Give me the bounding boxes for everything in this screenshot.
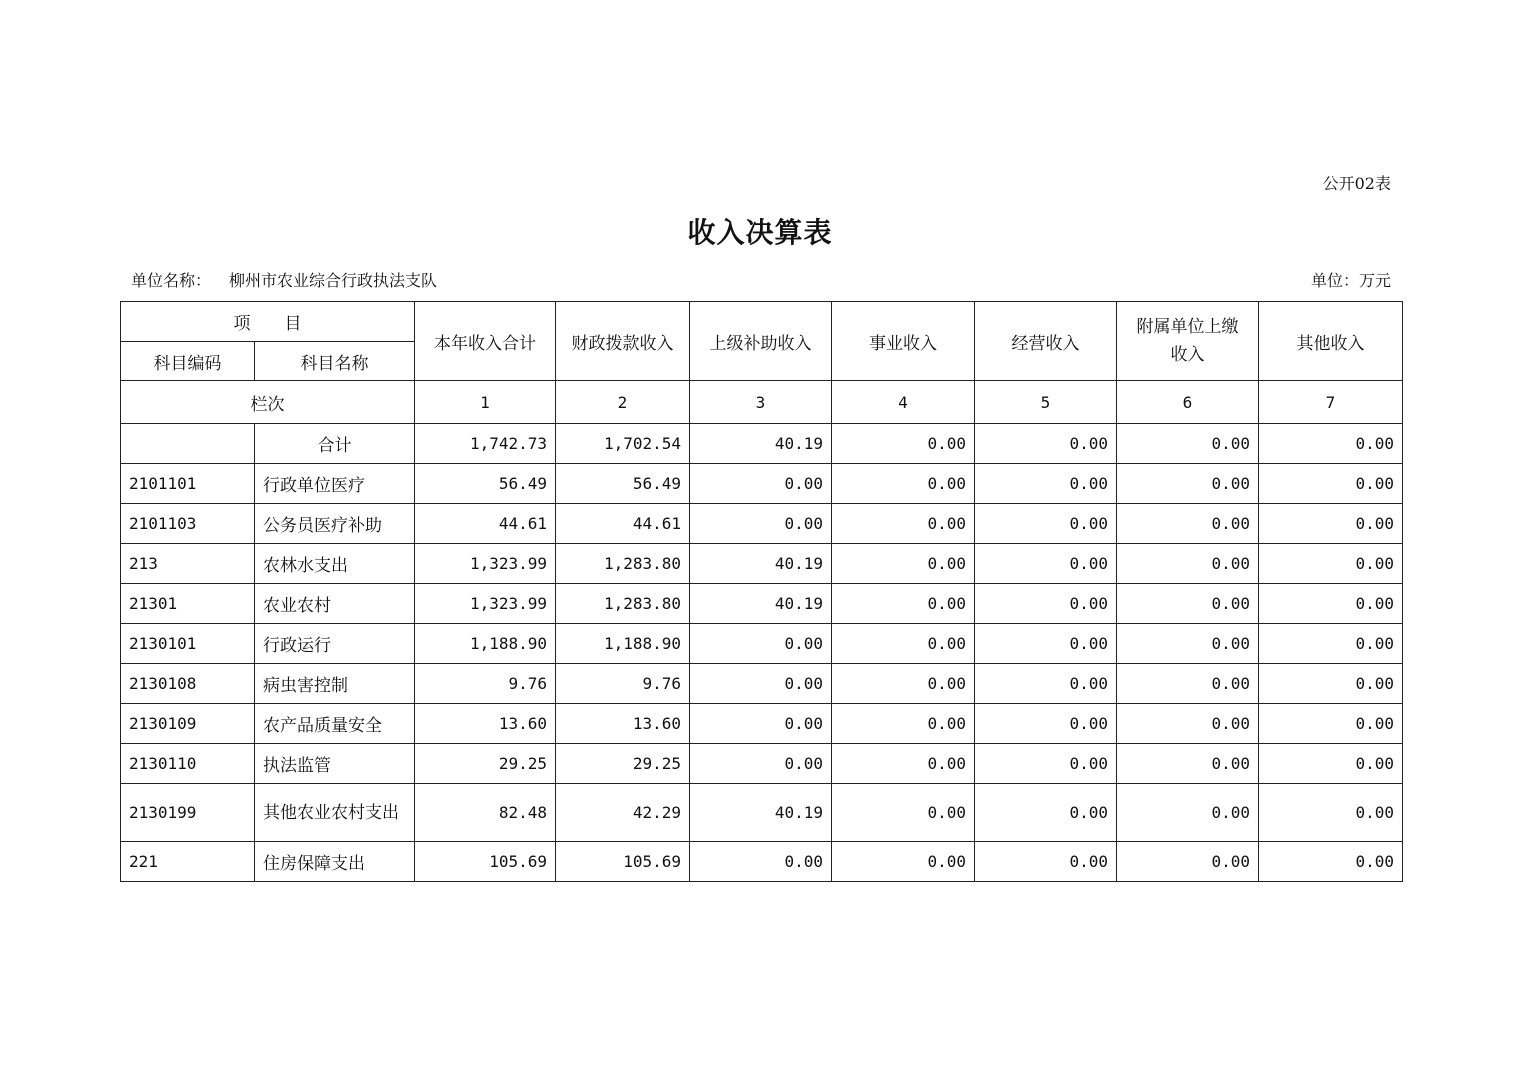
page-title: 收入决算表	[687, 216, 833, 249]
header-col-4: 事业收入	[832, 302, 975, 381]
header-row-1	[121, 302, 1403, 342]
amount-cell: 0.00	[1117, 544, 1259, 584]
amount-cell: 44.61	[556, 504, 690, 544]
amount-cell: 0.00	[1117, 664, 1259, 704]
subject-code: 2130110	[121, 744, 255, 784]
header-col-5: 经营收入	[975, 302, 1117, 381]
column-index: 7	[1259, 381, 1403, 424]
amount-cell: 0.00	[1117, 704, 1259, 744]
header-code: 科目编码	[121, 342, 255, 381]
column-index: 1	[415, 381, 556, 424]
total-row	[121, 424, 1403, 464]
total-value: 1,702.54	[556, 424, 690, 464]
subject-name: 农林水支出	[255, 544, 415, 584]
amount-cell: 44.61	[415, 504, 556, 544]
subject-code: 213	[121, 544, 255, 584]
column-index: 3	[690, 381, 832, 424]
amount-cell: 1,188.90	[556, 624, 690, 664]
amount-cell: 0.00	[975, 744, 1117, 784]
subject-name: 其他农业农村支出	[255, 784, 415, 842]
amount-cell: 0.00	[975, 504, 1117, 544]
amount-cell: 0.00	[1259, 504, 1403, 544]
subject-code: 2130109	[121, 704, 255, 744]
amount-cell: 0.00	[1117, 744, 1259, 784]
amount-cell: 0.00	[832, 584, 975, 624]
unit-name-value: 柳州市农业综合行政执法支队	[229, 271, 438, 290]
amount-cell: 0.00	[832, 664, 975, 704]
table-row	[121, 744, 1403, 784]
subject-name: 行政运行	[255, 624, 415, 664]
subject-name: 农业农村	[255, 584, 415, 624]
amount-cell: 0.00	[832, 464, 975, 504]
subject-code: 21301	[121, 584, 255, 624]
subject-code: 2130108	[121, 664, 255, 704]
table-row	[121, 784, 1403, 842]
header-col-3: 上级补助收入	[690, 302, 832, 381]
header-col-2: 财政拨款收入	[556, 302, 690, 381]
amount-cell: 0.00	[1117, 464, 1259, 504]
header-col-1: 本年收入合计	[415, 302, 556, 381]
amount-cell: 0.00	[1259, 584, 1403, 624]
amount-cell: 0.00	[1117, 624, 1259, 664]
amount-cell: 0.00	[1259, 544, 1403, 584]
header-project: 项 目	[121, 302, 415, 342]
amount-cell: 9.76	[556, 664, 690, 704]
form-number: 公开02表	[1322, 174, 1391, 193]
amount-cell: 0.00	[1259, 744, 1403, 784]
total-value: 0.00	[1259, 424, 1403, 464]
column-index: 2	[556, 381, 690, 424]
amount-cell: 40.19	[690, 784, 832, 842]
amount-cell: 29.25	[415, 744, 556, 784]
amount-cell: 0.00	[832, 704, 975, 744]
total-value: 0.00	[832, 424, 975, 464]
data-rows	[121, 464, 1403, 882]
amount-cell: 105.69	[415, 842, 556, 882]
amount-cell: 56.49	[556, 464, 690, 504]
column-index-row	[121, 381, 1403, 424]
subject-name: 农产品质量安全	[255, 704, 415, 744]
amount-cell: 13.60	[556, 704, 690, 744]
amount-cell: 0.00	[1117, 784, 1259, 842]
amount-cell: 42.29	[556, 784, 690, 842]
header-name: 科目名称	[255, 342, 415, 381]
amount-cell: 56.49	[415, 464, 556, 504]
subject-name: 病虫害控制	[255, 664, 415, 704]
total-code-cell	[121, 424, 255, 464]
amount-cell: 0.00	[975, 464, 1117, 504]
table-row	[121, 664, 1403, 704]
total-value: 0.00	[1117, 424, 1259, 464]
table-row	[121, 544, 1403, 584]
amount-cell: 0.00	[690, 744, 832, 784]
total-value: 40.19	[690, 424, 832, 464]
table-row	[121, 704, 1403, 744]
subject-code: 2130101	[121, 624, 255, 664]
amount-cell: 0.00	[1259, 464, 1403, 504]
income-table	[120, 301, 1403, 882]
header-col-6: 附属单位上缴收入	[1117, 302, 1259, 381]
amount-cell: 0.00	[832, 504, 975, 544]
subject-code: 2101101	[121, 464, 255, 504]
amount-cell: 1,283.80	[556, 584, 690, 624]
amount-cell: 0.00	[1259, 704, 1403, 744]
subject-name: 执法监管	[255, 744, 415, 784]
header-col-7: 其他收入	[1259, 302, 1403, 381]
amount-cell: 0.00	[1259, 664, 1403, 704]
subject-name: 公务员医疗补助	[255, 504, 415, 544]
amount-cell: 0.00	[690, 664, 832, 704]
amount-cell: 0.00	[1259, 842, 1403, 882]
amount-cell: 0.00	[832, 624, 975, 664]
amount-cell: 0.00	[975, 624, 1117, 664]
subject-code: 2101103	[121, 504, 255, 544]
amount-cell: 0.00	[832, 842, 975, 882]
unit-name	[131, 268, 437, 291]
currency-unit: 单位：万元	[1310, 271, 1391, 290]
amount-cell: 0.00	[832, 544, 975, 584]
table-row	[121, 584, 1403, 624]
amount-cell: 0.00	[1117, 584, 1259, 624]
subject-name: 住房保障支出	[255, 842, 415, 882]
amount-cell: 0.00	[975, 704, 1117, 744]
total-value: 0.00	[975, 424, 1117, 464]
table-row	[121, 504, 1403, 544]
amount-cell: 0.00	[975, 544, 1117, 584]
subject-name: 行政单位医疗	[255, 464, 415, 504]
subject-code: 2130199	[121, 784, 255, 842]
amount-cell: 0.00	[975, 842, 1117, 882]
amount-cell: 105.69	[556, 842, 690, 882]
amount-cell: 40.19	[690, 584, 832, 624]
table-row	[121, 624, 1403, 664]
amount-cell: 0.00	[975, 784, 1117, 842]
subject-code: 221	[121, 842, 255, 882]
amount-cell: 1,188.90	[415, 624, 556, 664]
amount-cell: 0.00	[1117, 504, 1259, 544]
amount-cell: 0.00	[832, 744, 975, 784]
amount-cell: 0.00	[690, 504, 832, 544]
amount-cell: 0.00	[690, 704, 832, 744]
total-label: 合计	[255, 424, 415, 464]
amount-cell: 0.00	[1259, 624, 1403, 664]
amount-cell: 0.00	[975, 584, 1117, 624]
amount-cell: 1,323.99	[415, 544, 556, 584]
amount-cell: 0.00	[690, 624, 832, 664]
table-row	[121, 842, 1403, 882]
amount-cell: 0.00	[690, 464, 832, 504]
amount-cell: 13.60	[415, 704, 556, 744]
amount-cell: 0.00	[832, 784, 975, 842]
amount-cell: 1,283.80	[556, 544, 690, 584]
amount-cell: 1,323.99	[415, 584, 556, 624]
total-value: 1,742.73	[415, 424, 556, 464]
unit-name-label: 单位名称：	[131, 271, 212, 290]
amount-cell: 40.19	[690, 544, 832, 584]
amount-cell: 29.25	[556, 744, 690, 784]
amount-cell: 0.00	[1259, 784, 1403, 842]
table-row	[121, 464, 1403, 504]
column-index-label: 栏次	[121, 381, 415, 424]
column-index: 4	[832, 381, 975, 424]
amount-cell: 9.76	[415, 664, 556, 704]
amount-cell: 0.00	[1117, 842, 1259, 882]
amount-cell: 0.00	[690, 842, 832, 882]
amount-cell: 82.48	[415, 784, 556, 842]
column-index: 5	[975, 381, 1117, 424]
column-index: 6	[1117, 381, 1259, 424]
amount-cell: 0.00	[975, 664, 1117, 704]
